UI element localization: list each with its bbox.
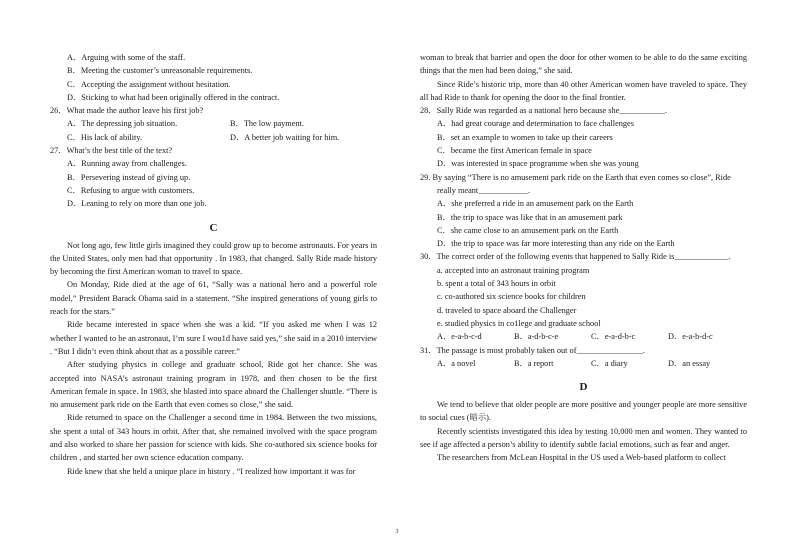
q30-event-a: a. accepted into an astronaut training program	[437, 265, 590, 275]
q26-options-row1	[50, 117, 377, 130]
q26-option-d: D．A better job waiting for him.	[230, 132, 340, 142]
passage-c-paragraph-3: Ride became interested in space when she was a kid. “If you asked me when I was 12 whether I wanted to be an astronaut, I’m sure I wou1d have said yes,” she said in a 2010 interview . “But I didn’t even think about that as a possible career.”	[50, 320, 377, 356]
passage-c-paragraph-2: On Monday, Ride died at the age of 61, “Sally was a national hero and a powerful role model,” President Barack Obama said in a statement. “She inspired generations of young girls to reach for the stars.”	[50, 280, 377, 317]
q29-option-d: D．the trip to space was far more interesting than any ride on the Earth	[437, 239, 675, 249]
passage-c-paragraph-5: Ride returned to space on the Challenger a second time in 1984. Between the two missions, she spent a total of 343 hours in orbit. After that, she remained involved with the space program and also worked to share her passion for science with kids. She co-authored six science books for children , and started her own science education company.	[50, 413, 377, 463]
q29-stem-continued: really meant____________.	[437, 185, 531, 195]
q30-event-d: d. traveled to space aboard the Challenger	[437, 305, 577, 315]
q29-option-b: B．the trip to space was like that in an amusement park	[437, 212, 623, 222]
q31-option-c: C．a diary	[591, 358, 628, 368]
passage-d-paragraph-1: We tend to believe that older people are more positive and younger people are more sensitive to social cues (暗示).	[420, 400, 747, 423]
q25-option-a: A．Arguing with some of the staff.	[67, 53, 186, 62]
q28-option-d: D．was interested in space programme when she was young	[437, 159, 639, 169]
q27-stem: 27．What’s the best title of the text?	[50, 146, 173, 156]
passage-c-continuation: woman to break that barrier and open the door for other women to be able to do the same exciting things that the men had been doing,” she said.	[420, 53, 747, 76]
right-column	[420, 51, 747, 465]
q25-option-c: C．Accepting the assignment without hesitation.	[67, 79, 231, 89]
section-c-heading: C	[209, 221, 218, 234]
q30-stem: 30．The correct order of the following events that happened to Sally Ride is_____________.	[420, 252, 731, 262]
q30-event-c: c. co-authored six science books for children	[437, 292, 586, 302]
q27-option-a: A．Running away from challenges.	[67, 159, 187, 169]
q30-option-b: B．a-d-b-c-e	[514, 332, 559, 342]
passage-c-paragraph-1: Not long ago, few little girls imagined they could grow up to become astronauts. For years in the United States, only men had that opportunity . In 1983, that changed. Sally Ride made history by becoming the first American woman to travel to space.	[50, 240, 377, 277]
q31-option-b: B．a report	[514, 358, 554, 368]
q28-option-b: B．set an example to women to take up their careers	[437, 132, 613, 142]
q30-option-d: D．e-a-b-d-c	[668, 332, 713, 342]
q31-stem: 31．The passage is most probably taken out of________________.	[420, 345, 645, 355]
q26-option-a: A．The depressing job situation.	[67, 119, 178, 129]
q25-option-d: D．Sticking to what had been originally offered in the contract.	[67, 92, 280, 102]
left-column	[50, 51, 377, 478]
passage-c-paragraph-4: After studying physics in college and graduate school, Ride got her chance. She was accepted into NASA’s astronaut training program in 1978, and then chosen to be the first American female in space. In 1983, she blasted into space aboard the Challenger shuttle. “There is no amusement park ride on the Earth that even comes so close,” she said.	[50, 360, 377, 410]
q26-options-row2	[50, 131, 377, 144]
passage-d-paragraph-3: The researchers from McLean Hospital in the US used a Web-based platform to collect	[437, 453, 726, 463]
passage-c-paragraph-6: Ride knew that she held a unique place in history . “I realized how important it was for	[67, 466, 356, 476]
q26-option-b: B．The low payment.	[230, 119, 304, 129]
q29-option-a: A．she preferred a ride in an amusement park on the Earth	[437, 199, 634, 209]
q29-option-c: C．she came close to an amusement park on the Earth	[437, 225, 619, 235]
q25-option-b: B．Meeting the customer’s unreasonable requirements.	[67, 66, 253, 76]
q30-option-a: A．e-a-b-c-d	[437, 332, 482, 342]
q31-option-a: A．a novel	[437, 358, 476, 368]
q28-stem: 28．Sally Ride was regarded as a national hero because she___________.	[420, 106, 667, 116]
q28-option-c: C．became the first American female in space	[437, 146, 592, 156]
q27-option-b: B．Persevering instead of giving up.	[67, 172, 191, 182]
q28-option-a: A．had great courage and determination to face challenges	[437, 119, 634, 129]
q30-option-c: C．e-a-d-b-c	[591, 332, 636, 342]
passage-c-final-paragraph: Since Ride’s historic trip, more than 40 other American women have traveled to space. They all had Ride to thank for opening the door to the final frontier.	[420, 79, 747, 102]
q26-option-c: C．His lack of ability.	[67, 132, 143, 142]
q30-event-e: e. studied physics in co1lege and graduate school	[437, 318, 601, 328]
section-d-heading: D	[579, 381, 588, 394]
q29-stem: 29. By saying “There is no amusement park ride on the Earth that even comes so close”, Ride	[420, 172, 731, 182]
q31-option-d: D．an essay	[668, 358, 711, 368]
q26-stem: 26．What made the author leave his first job?	[50, 106, 204, 116]
q31-options	[420, 357, 747, 370]
q30-options	[420, 330, 747, 343]
q27-option-c: C．Refusing to argue with customers.	[67, 185, 195, 195]
q30-event-b: b. spent a total of 343 hours in orbit	[437, 279, 556, 289]
page-number: 3	[395, 529, 399, 535]
passage-d-paragraph-2: Recently scientists investigated this idea by testing 10,000 men and women. They wanted to see if age affected a person’s ability to identify subtle facial emotions, such as fear and anger.	[420, 426, 747, 450]
q27-option-d: D．Leaning to rely on more than one job.	[67, 199, 207, 209]
